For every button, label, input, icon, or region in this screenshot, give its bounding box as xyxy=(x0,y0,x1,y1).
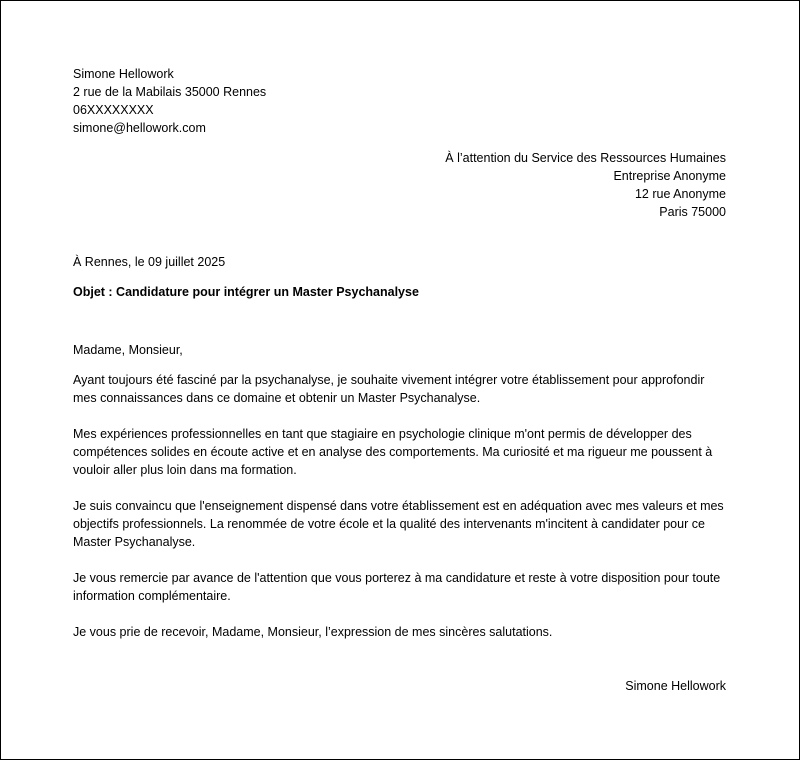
body-paragraph: Ayant toujours été fasciné par la psychanalyse, je souhaite vivement intégrer votre établissement pour approfondir mes connaissances dans ce domaine et obtenir un Master Psychanalyse. xyxy=(73,373,705,405)
letter-closing: Je vous prie de recevoir, Madame, Monsieur, l’expression de mes sincères salutations. xyxy=(73,625,553,639)
letter-subject: Objet : Candidature pour intégrer un Master Psychanalyse xyxy=(73,285,419,299)
sender-email: simone@hellowork.com xyxy=(73,121,206,135)
recipient-block xyxy=(73,149,726,221)
sender-block xyxy=(73,65,726,137)
letter-date: À Rennes, le 09 juillet 2025 xyxy=(73,255,226,269)
letter-signature: Simone Hellowork xyxy=(625,679,726,693)
body-paragraph: Mes expériences professionnelles en tant que stagiaire en psychologie clinique m'ont permis de développer des compétences solides en écoute active et en analyse des comportements. Ma curiosité et ma rigueur me poussent à vouloir aller plus loin dans ma formation. xyxy=(73,427,713,477)
recipient-attention: À l’attention du Service des Ressources Humaines xyxy=(445,151,726,165)
recipient-street: 12 rue Anonyme xyxy=(634,187,726,201)
sender-phone: 06XXXXXXXX xyxy=(73,103,154,117)
sender-address: 2 rue de la Mabilais 35000 Rennes xyxy=(73,85,267,99)
recipient-city: Paris 75000 xyxy=(659,205,726,219)
sender-name: Simone Hellowork xyxy=(73,67,174,81)
body-paragraph: Je suis convaincu que l'enseignement dispensé dans votre établissement est en adéquation avec mes valeurs et mes objectifs professionnels. La renommée de votre école et la qualité des intervenants m'incitent à candidater pour ce Master Psychanalyse. xyxy=(73,499,724,549)
body-paragraph: Je vous remercie par avance de l'attention que vous porterez à ma candidature et reste à votre disposition pour toute information complémentaire. xyxy=(73,571,721,603)
recipient-company: Entreprise Anonyme xyxy=(613,169,726,183)
letter-body xyxy=(73,371,726,605)
letter-salutation: Madame, Monsieur, xyxy=(73,343,183,357)
